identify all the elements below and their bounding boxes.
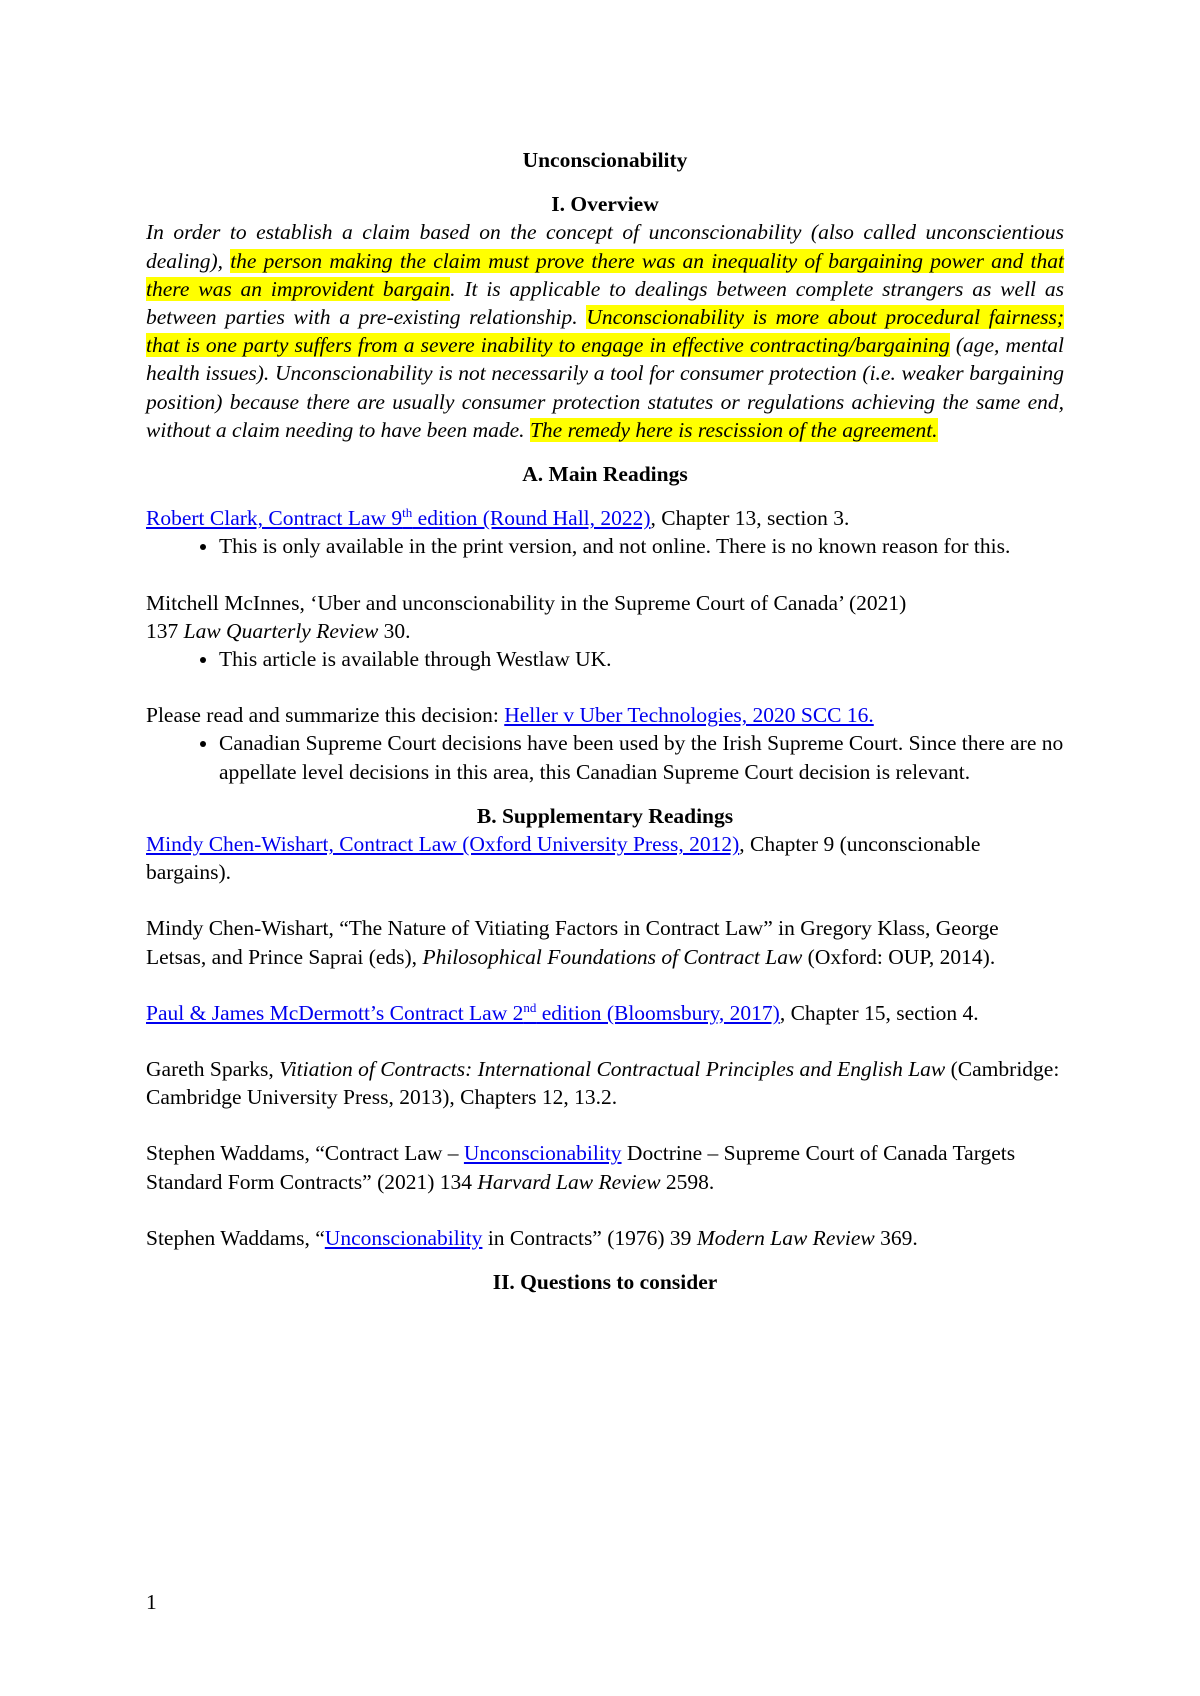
sparks-reading: Gareth Sparks, Vitiation of Contracts: International Contractual Principles and English Law (Cambridge: Cambridge University Press, 2013), Chapters 12, 13.2. — [146, 1057, 1060, 1110]
overview-highlight-1: the person making the claim must prove there was an inequality of bargaining power and that there was an improvident bargain — [146, 248, 1064, 301]
clark-rest: , Chapter 13, section 3. — [650, 506, 850, 531]
chen-wishart-reading-1: Mindy Chen-Wishart, Contract Law (Oxford University Press, 2012), Chapter 9 (unconscionable bargains). — [146, 832, 981, 885]
heller-link[interactable]: Heller v Uber Technologies, 2020 SCC 16. — [504, 703, 874, 728]
chen-wishart-reading-2: Mindy Chen-Wishart, “The Nature of Vitiating Factors in Contract Law” in Gregory Klass, George Letsas, and Prince Saprai (eds), Philosophical Foundations of Contract Law (Oxford: OUP, 2014). — [146, 916, 999, 969]
waddams-link-2[interactable]: Unconscionability — [324, 1225, 483, 1250]
overview-highlight-3: The remedy here is rescission of the agreement. — [529, 417, 938, 442]
clark-bullet: • This is only available in the print version, and not online. There is no known reason for this. — [219, 532, 1064, 560]
waddams-reading-1: Stephen Waddams, “Contract Law – Unconscionability Doctrine – Supreme Court of Canada Targets Standard Form Contracts” (2021) 134 Harvard Law Review 2598. — [146, 1141, 1016, 1194]
questions-heading: II. Questions to consider — [492, 1270, 718, 1295]
supplementary-heading: B. Supplementary Readings — [476, 803, 734, 828]
mcinnes-bullet: • This article is available through Westlaw UK. — [219, 645, 1064, 673]
page-number: 1 — [146, 1590, 157, 1614]
heller-reading: Please read and summarize this decision: Heller v Uber Technologies, 2020 SCC 16. — [146, 703, 874, 728]
overview-text-3: (age, mental health issues). Unconscionability is not necessarily a tool for consumer protection (i.e. weaker bargaining position) because there are usually consumer protection statutes or regulations achieving the same end, without a claim needing to have been made. — [146, 333, 1065, 442]
overview-paragraph — [146, 218, 1064, 444]
main-readings-heading: A. Main Readings — [522, 462, 688, 487]
overview-text-1: In order to establish a claim based on the concept of unconscionability (also called unconscientious dealing), — [146, 220, 1064, 273]
overview-heading: I. Overview — [551, 192, 659, 217]
mcdermott-link[interactable]: Paul & James McDermott’s Contract Law 2nd edition (Bloomsbury, 2017) — [146, 999, 780, 1025]
clark-bullets — [146, 532, 1064, 560]
overview-text-2: . It is applicable to dealings between complete strangers as well as between parties with a pre-existing relationship. — [146, 276, 1064, 330]
mcdermott-reading: Paul & James McDermott’s Contract Law 2nd edition (Bloomsbury, 2017), Chapter 15, section 4. — [146, 999, 979, 1025]
mcinnes-reading: Mitchell McInnes, ‘Uber and unconscionability in the Supreme Court of Canada’ (2021) 137 Law Quarterly Review 30. — [146, 590, 907, 643]
page-content — [146, 146, 1064, 1296]
chen-wishart-link[interactable]: Mindy Chen-Wishart, Contract Law (Oxford University Press, 2012) — [146, 832, 740, 857]
overview-highlight-2: Unconscionability is more about procedural fairness; that is one party suffers from a severe inability to engage in effective contracting/bargaining — [146, 305, 1065, 358]
mcinnes-journal: Law Quarterly Review — [183, 618, 379, 643]
document-title: Unconscionability — [522, 148, 688, 172]
waddams-link-1[interactable]: Unconscionability — [463, 1141, 622, 1166]
clark-link[interactable]: Robert Clark, Contract Law 9th edition (Round Hall, 2022) — [146, 505, 651, 531]
clark-reading — [146, 504, 1064, 532]
heller-bullets — [146, 729, 1064, 785]
heller-bullet: • Canadian Supreme Court decisions have been used by the Irish Supreme Court. Since there are no appellate level decisions in this area, this Canadian Supreme Court decision is relevant. — [219, 729, 1064, 785]
mcinnes-bullets — [146, 645, 1064, 673]
waddams-reading-2: Stephen Waddams, “Unconscionability in Contracts” (1976) 39 Modern Law Review 369. — [146, 1225, 918, 1250]
